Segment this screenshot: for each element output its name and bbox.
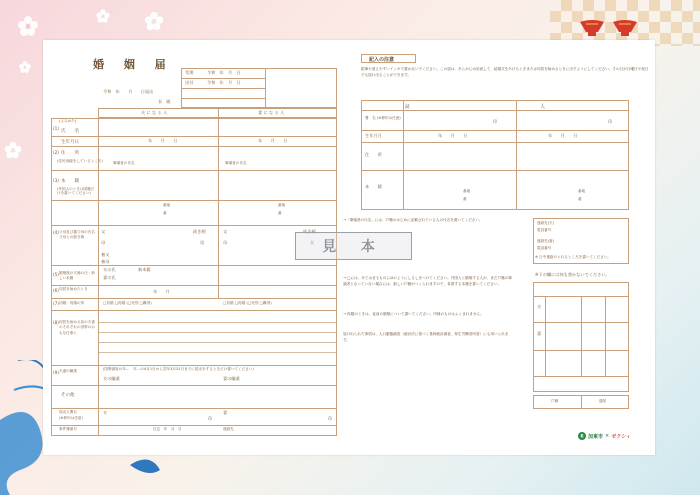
first-marriage-label: 初婚・再婚の別 (59, 301, 85, 305)
chief-label: 長 殿 (158, 99, 171, 104)
footer-logo (578, 432, 631, 440)
birth-label: 生年月日 (61, 140, 79, 145)
submission-date: 令和 年 月 日届出 (103, 89, 154, 94)
cherry-blossom-icon (3, 140, 23, 160)
witness-title: 証 人 (404, 104, 585, 110)
received-date: 令和 年 月 日 (207, 70, 241, 75)
sake-cup-icon (611, 18, 639, 40)
cohab-label: 同居を始めたとき (59, 287, 88, 291)
husband-header: 夫 に な る 人 (141, 110, 168, 115)
job-label: 夫妻の職業 (59, 369, 77, 373)
note-stats: 届け出られた事項は、人口動態調査（統計法に基づく基幹統計調査、厚生労働省所管）にも用いられます。 (343, 332, 509, 342)
sent-date: 令和 年 月 日 (207, 80, 241, 85)
marriage-name-label: 婚姻後の夫婦の氏・新しい本籍 (59, 271, 95, 281)
husband-birth: 年 月 日 (148, 138, 178, 143)
below-note: ※下の欄には何も書かないでください。 (535, 272, 610, 277)
wife-birth: 年 月 日 (258, 138, 288, 143)
sent-label: 送付 (185, 80, 194, 85)
city-name: 加東市 (588, 433, 604, 440)
contact-note: ※ 日中連絡のとれるところを書いてください。 (535, 255, 612, 259)
brand-name: ゼクシィ (611, 433, 631, 440)
cherry-blossom-icon (95, 8, 111, 24)
note-checkbox: → □には、あてはまるものに☑のようにしるしをつけてください。外国人と婚姻する人が、まだ戸籍の筆頭者となっていない場合には、新しい戸籍がつくられますので、希望する本籍を書いてください。 (343, 276, 512, 286)
notes-text: 鉛筆や消えやすいインキで書かないでください。この届は、あらかじめ用意して、結婚式をあげるときまたは同居を始めるときに出すようにしてください。その日が日曜日や祝日でも届け出ることができます。 (361, 67, 649, 77)
marriage-form-paper: 婚 姻 届 受理 令和 年 月 日 送付 令和 年 月 日 令和 年 月 日届出 長 殿 夫 に な る 人 妻 に な る 人 (1) (よみかた) 氏 名 生年月日 年 月 日 年 月 日 (2) 住 所 (住民登録をしているところ) 筆頭者の氏名 筆頭者の氏名 (3) 本 籍 (外国人のときは国籍だけを書いてください) 番地 番地 番 番 (4) 父母及び養父母の氏名 父母との続き柄 父 母 養父 養母 続き柄 男 続き柄 女 父 母 (5) 婚姻後の夫婦の氏・新しい本籍 夫の氏 妻の氏 新本籍 (6) 同居を始めたとき 年 月 (7) 初婚・再婚の別 □初婚 □再婚 (□死別 □離別) □初婚 □再婚 (□死別 □離別) (8) 同居を始める前の夫妻のそれぞれの世帯のおもな仕事と (9) 夫妻の職業 (国勢調査の年… 年…の4月1日から翌年3月31日までに届出をするときだけ書いてください) 夫の職業 妻の職業 その他 届出人署名 (※押印は任意) 夫 妻 印 印 事件簿番号 住定 年 月 日 連絡先 見 本 記入の注意 鉛筆や消えやすいインキで書かないでください。この届は、あらかじめ用意して、結婚式をあげるときまたは同居を始めるときに出すようにしてください。その日が日曜日や祝日でも届け出ることができます。 証 人 署 名 (※押印は任意) 印 印 生年月日 年 月 日 年 月 日 住 所 本 籍 番地 番 番地 番 →「筆頭者の氏名」には、戸籍のはじめに記載されている人の氏名を書いてください。 → □には、あてはまるものに☑のようにしるしをつけてください。外国人と婚姻する人が、まだ戸籍の筆頭者となっていない場合には、新しい戸籍がつくられますので、希望する本籍を書いてください。 → 再婚のときは、直前の婚姻について書いてください。内縁のものはふくまれません。 届け出られた事項は、人口動態調査（統計法に基づく基幹統計調査、厚生労働省所管）にも用いられます。 連絡先(夫) 電話番号 連絡先(妻) 電話番号 ※ 日中連絡のとれるところを書いてください。 ※下の欄には何も書かないでください。 夫 妻 戸籍 通知 K 加東市 × ゼクシィ (43, 40, 655, 455)
form-title: 婚 姻 届 (93, 58, 174, 71)
occupation-label: 同居を始める前の夫妻のそれぞれの世帯のおもな仕事と (59, 320, 95, 335)
honseki-label: 本 籍 (61, 179, 79, 184)
honseki-note: (外国人のときは国籍だけを書いてください) (57, 187, 95, 195)
name-label: 氏 名 (61, 129, 79, 134)
cherry-blossom-icon (18, 60, 32, 74)
signature-label: 届出人署名 (59, 410, 77, 414)
sample-stamp: 見 本 (295, 232, 412, 260)
witness-box (361, 100, 629, 210)
note-remarriage: → 再婚のときは、直前の婚姻について書いてください。内縁のものはふくまれません。 (343, 312, 484, 316)
city-logo-icon (578, 432, 586, 440)
note-household: →「筆頭者の氏名」には、戸籍のはじめに記載されている人の氏名を書いてください。 (343, 218, 483, 222)
sake-cup-icon (578, 18, 606, 40)
address-label: 住 所 (61, 151, 79, 156)
wife-header: 妻 に な る 人 (258, 110, 285, 115)
furigana-label: (よみかた) (59, 119, 77, 123)
svg-text:K: K (580, 433, 584, 439)
address-note: (住民登録をしているところ) (57, 159, 103, 163)
parents-label: 父母及び養父母の氏名 父母との続き柄 (59, 230, 95, 240)
cross-mark: × (605, 433, 610, 439)
received-label: 受理 (185, 70, 194, 75)
notes-title: 記入の注意 (369, 57, 395, 63)
contact-label: 事件簿番号 (59, 427, 77, 431)
cherry-blossom-icon (143, 10, 165, 32)
cherry-blossom-icon (16, 14, 40, 38)
kokusei-note: (国勢調査の年… 年…の4月1日から翌年3月31日までに届出をするときだけ書いてください) (103, 367, 254, 371)
other-label: その他 (61, 393, 75, 398)
